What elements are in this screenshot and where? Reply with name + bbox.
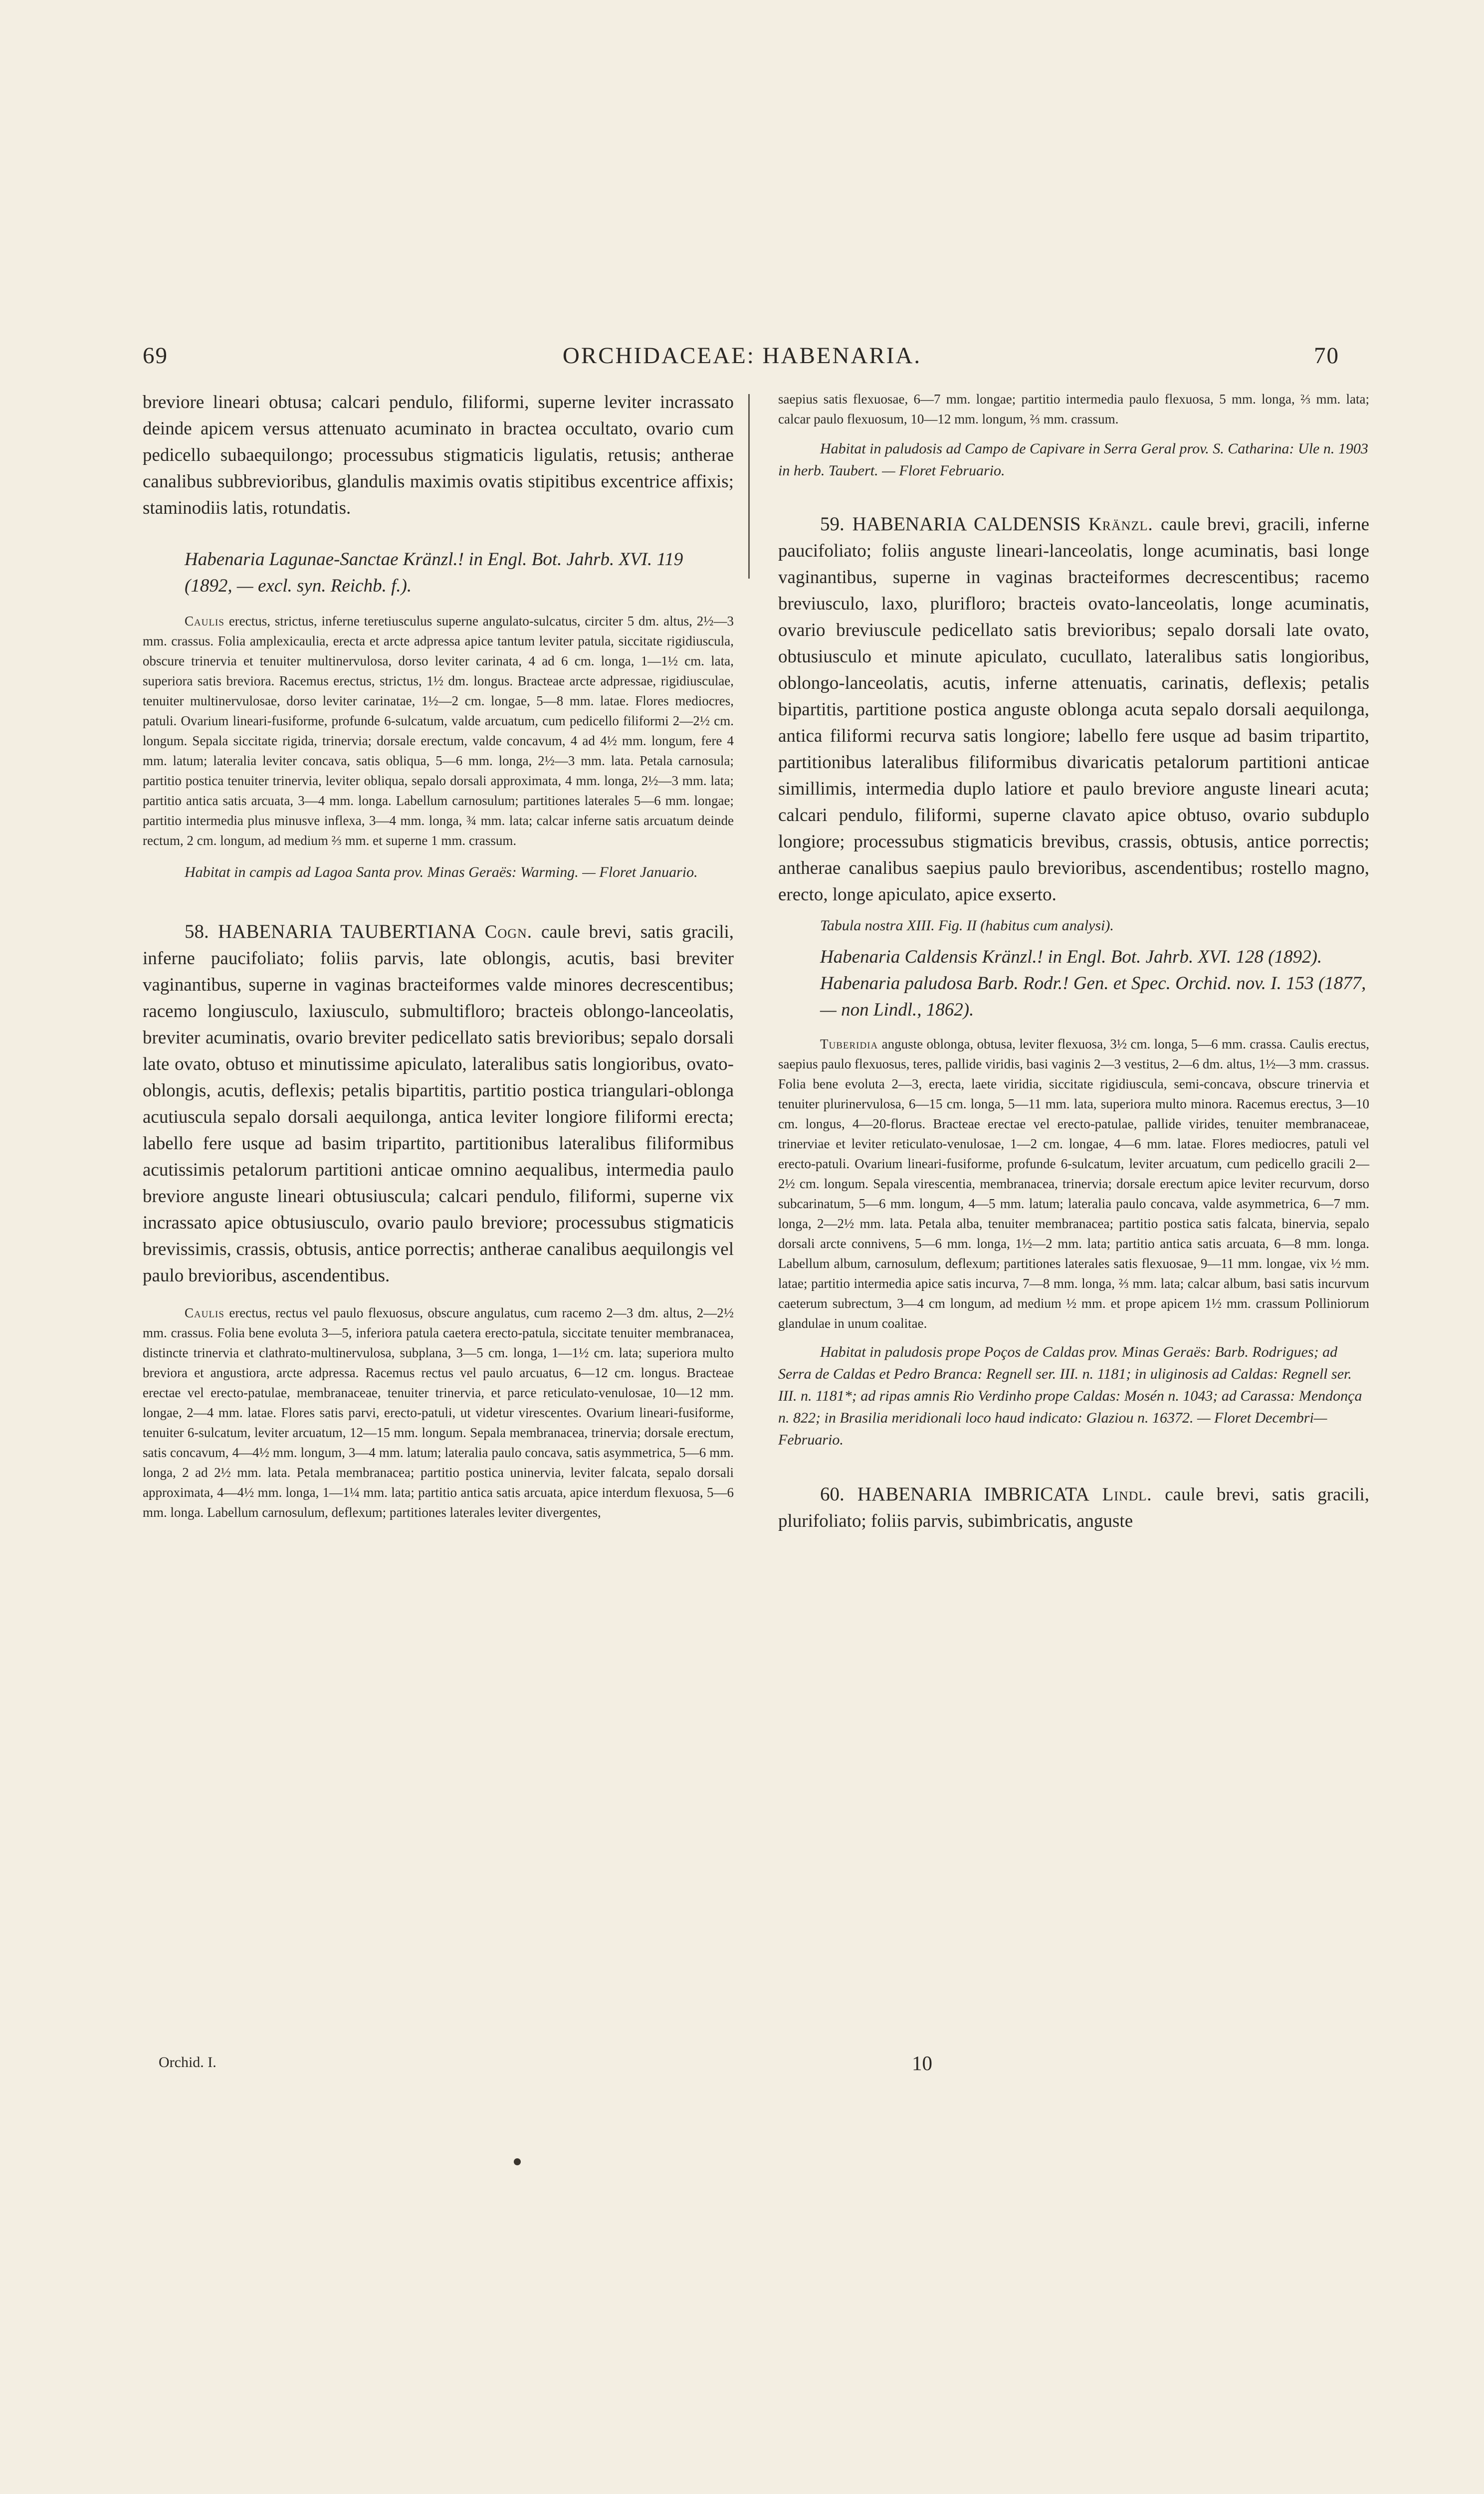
species-59-heading: 59. HABENARIA CALDENSIS bbox=[820, 513, 1081, 535]
species-58-description-body: erectus, rectus vel paulo flexuosus, obscure angulatus, cum racemo 2—3 dm. altus, 2—2½ mm. crassus. Folia bene evoluta 3—5, inferiora patula caetera erecto-patula, siccitate tenuiter membranacea, distincte trinervia et clathrato-multinervulosa, subplana, 3—5 cm. longa, 1—1½ cm. lata; superiora multo breviora et angustiora, arcte adpressa. Racemus rectus vel paulo arcuatus, 6—12 cm. longus. Bracteae erectae vel erecto-patulae, membranaceae, tenuiter trinervia, et parce reticulato-venulosae, 10—12 mm. longae, 2—4 mm. latae. Flores satis parvi, erecto-patuli, ut videtur virescentes. Ovarium lineari-fusiforme, tenuiter 6-sulcatum, leviter arcuatum, 12—15 mm. longum. Sepala membranacea, trinervia; dorsale erectum, satis concavum, 4—4½ mm. longum, 3—4 mm. latum; lateralia paulo concava, satis asymmetrica, 5—6 mm. longa, 2 ad 2½ mm. lata. Petala membranacea; partitio postica uninervia, leviter falcata, sepalo dorsali approximata, 4—4½ mm. longa, 1—1¼ mm. lata; partitio antica satis arcuata, apice interdum flexuosa, 5—6 mm. longa. Labellum carnosulum, deflexum; partitiones laterales leviter divergentes, bbox=[143, 1305, 734, 1520]
right-paragraph-1: saepius satis flexuosae, 6—7 mm. longae; partitio intermedia paulo flexuosa, 5 mm. longa, ⅔ mm. lata; calcar paulo flexuosum, 10—12 mm. longum, ⅔ mm. crassum. bbox=[778, 392, 1369, 426]
left-description bbox=[143, 611, 734, 850]
species-60 bbox=[778, 1481, 1369, 1534]
species-58-heading: 58. HABENARIA TAUBERTIANA bbox=[185, 921, 476, 942]
species-60-heading: 60. HABENARIA IMBRICATA bbox=[820, 1483, 1089, 1505]
left-footer: Orchid. I. bbox=[159, 2054, 216, 2071]
right-citation-1: Habenaria Caldensis Kränzl.! in Engl. Bot. Jahrb. XVI. 128 (1892). bbox=[820, 947, 1322, 967]
species-60-author: Lindl. bbox=[1102, 1484, 1152, 1505]
right-citation-2: Habenaria paludosa Barb. Rodr.! Gen. et Spec. Orchid. nov. I. 153 (1877, — non Lindl., 1862). bbox=[820, 973, 1366, 1020]
species-59-description bbox=[778, 1034, 1369, 1333]
left-column bbox=[143, 389, 734, 1522]
right-habitat-1: Habitat in paludosis ad Campo de Capivare in Serra Geral prov. S. Catharina: Ule n. 1903 in herb. Taubert. — Floret Februario. bbox=[778, 440, 1368, 479]
header-title: ORCHIDACEAE: HABENARIA. bbox=[562, 343, 922, 369]
left-citation: Habenaria Lagunae-Sanctae Kränzl.! in Engl. Bot. Jahrb. XVI. 119 (1892, — excl. syn. Reichb. f.). bbox=[185, 549, 683, 596]
species-59-description-body: anguste oblonga, obtusa, leviter flexuosa, 3½ cm. longa, 5—6 mm. crassa. Caulis erectus, saepius paulo flexuosus, teres, pallide viridis, basi vaginis 2—3 vestitus, 2—6 dm. altus, 1½—3 mm. crassus. Folia bene evoluta 2—3, erecta, laete viridia, siccitate rigidiuscula, semi-concava, obscure trinervia et tenuiter plurinervulosa, 6—15 cm. longa, 5—11 mm. lata, superiora multo minora. Racemus erectus, 3—10 cm. longus, 4—20-florus. Bracteae erectae vel erecto-patulae, pallide virides, tenuiter membranaceae, trinerviae et leviter reticulato-venulosae, 1—2 cm. longae, 4—6 mm. latae. Flores mediocres, patuli vel erecto-patuli. Ovarium lineari-fusiforme, profunde 6-sulcatum, leviter arcuatum, cum pedicello gracili 2—2½ cm. longum. Sepala virescentia, membranacea, trinervia; dorsale erectum apice leviter recurvum, dorso subcarinatum, 5—6 mm. longum, 4—5 mm. latum; lateralia paulo concava, valde asymmetrica, 6—7 mm. longa, 2—2½ mm. lata. Petala alba, tenuiter membranacea; partitio postica satis falcata, binervia, sepalo dorsali arcte connivens, 5—6 mm. longa, 1½—2 mm. lata; partitio antica satis arcuata, 6—8 mm. longa. Labellum album, carnosulum, deflexum; partitiones laterales satis flexuosae, 9—11 mm. longae, vix ½ mm. latae; partitio intermedia apice satis incurva, 7—8 mm. longa, ⅔ mm. lata; calcar album, basi satis incurvum caeterum subrectum, 3—4 cm longum, ad medium ½ mm. et prope apicem 1½ mm. crassum Polliniorum glandulae in unum coalitae. bbox=[778, 1037, 1369, 1331]
species-59-description-lead: Tuberidia bbox=[820, 1037, 878, 1051]
column-rule bbox=[748, 394, 750, 579]
right-habitat-2: Habitat in paludosis prope Poços de Caldas prov. Minas Geraës: Barb. Rodrigues; ad Serra de Caldas et Pedro Branca: Regnell ser. III. n. 1181; in uliginosis ad Caldas: Regnell ser. III. n. 1181*; ad ripas amnis Rio Verdinho prope Caldas: Mosén n. 1043; ad Carassa: Mendonça n. 822; in Brasilia meridionali loco haud indicato: Glaziou n. 16372. — Floret Decembri—Februario. bbox=[778, 1344, 1362, 1448]
ink-dot bbox=[514, 2158, 521, 2165]
header-page-left: 69 bbox=[143, 343, 168, 369]
species-59 bbox=[778, 511, 1369, 908]
species-58-author: Cogn. bbox=[484, 922, 533, 942]
species-58-description-lead: Caulis bbox=[185, 1305, 224, 1320]
right-footer: 10 bbox=[912, 2052, 932, 2075]
header-page-right: 70 bbox=[1314, 343, 1339, 369]
right-column bbox=[778, 389, 1369, 1534]
species-58-description bbox=[143, 1303, 734, 1522]
species-59-diagnosis: caule brevi, gracili, inferne paucifoliato; foliis anguste lineari-lanceolatis, longe acuminatis, basi longe vaginantibus, superne in vaginas bracteiformes decrescentibus; racemo breviusculo, laxo, plurifloro; bracteis ovato-lanceolatis, longe acuminatis, ovario breviuscule pedicellato satis brevioribus; sepalo dorsali late ovato, obtusiusculo et minute apiculato, cucullato, lateralibus satis longioribus, oblongo-lanceolatis, acutis, inferne attenuatis, carinatis, deflexis; petalis bipartitis, partitione postica anguste oblonga acuta sepalo dorsali aequilonga, antica filiformi recurva satis longiore; labello fere usque ad basim tripartito, partitionibus lateralibus filiformibus divaricatis petalorum partitioni anticae simillimis, intermedia duplo latiore et paulo breviore anguste lineari acuta; calcari pendulo, filiformi, superne clavato apice obtuso, ovario subduplo longiore; processubus stigmaticis brevibus, crassis, obtusis, antice porrectis; antherae canalibus saepius paulo brevioribus, ascendentibus; rostello magno, erecto, longe apiculato, apice exserto. bbox=[778, 514, 1369, 905]
left-description-body: erectus, strictus, inferne teretiusculus superne angulato-sulcatus, circiter 5 dm. altus, 2½—3 mm. crassus. Folia amplexicaulia, erecta et arcte adpressa apice tantum leviter patula, siccitate rigidiuscula, obscure trinervia et tenuiter multinervulosa, dorso leviter carinata, 4 ad 6 cm. longa, 1—1½ cm. lata, superiora satis breviora. Racemus erectus, strictus, 1½ dm. longus. Bracteae arcte adpressae, rigidiusculae, tenuiter multinervulosae, dorso leviter carinatae, 1½—2 cm. longae, 5—8 mm. latae. Flores mediocres, patuli. Ovarium lineari-fusiforme, profunde 6-sulcatum, valde arcuatum, cum pedicello filiformi 2—2½ cm. longum. Sepala siccitate rigida, trinervia; dorsale erectum, valde concavum, 4 ad 4½ mm. longum, fere 4 mm. latum; lateralia leviter concava, satis obliqua, 5—6 mm. longa, 2½—3 mm. lata. Petala carnosula; partitio postica tenuiter trinervia, leviter obliqua, sepalo dorsali approximata, 4 mm. longa, 2½—3 mm. lata; partitio antica satis arcuata, 3—4 mm. longa. Labellum carnosulum; partitiones laterales 5—6 mm. longae; partitio intermedia plus minusve inflexa, 3—4 mm. longa, ¾ mm. lata; calcar inferne satis arcuatum deinde rectum, 2 cm. longum, ad medium ⅔ mm. et superne 1 mm. crassum. bbox=[143, 614, 734, 848]
left-description-lead: Caulis bbox=[185, 614, 224, 628]
species-58-diagnosis: caule brevi, satis gracili, inferne paucifoliato; foliis parvis, late oblongis, acutis, basi breviter vaginantibus, superne in vaginas bracteiformes valde minores decrescentibus; racemo longiusculo, laxiusculo, submultifloro; bracteis oblongo-lanceolatis, breviter acuminatis, ovario breviter pedicellato satis brevioribus; sepalo dorsali late ovato, obtuso et minutissime apiculato, lateralibus satis longioribus, ovato-oblongis, acutis, deflexis; petalis bipartitis, partitio postica triangulari-oblonga acutiuscula sepalo dorsali aequilonga, antica leviter longiore filiformi erecta; labello fere usque ad basim tripartito, partitionibus lateralibus filiformibus acutissimis petalorum partitioni anticae omnino aequalibus, intermedia paulo breviore anguste lineari obtusiuscula; calcari pendulo, filiformi, superne vix incrassato apice obtusiusculo, ovario paulo breviore; processubus stigmaticis brevissimis, crassis, obtusis, antice porrectis; antherae canalibus aequilongis vel paulo brevioribus, ascendentibus. bbox=[143, 922, 734, 1286]
left-paragraph-1: breviore lineari obtusa; calcari pendulo, filiformi, superne leviter incrassato deinde apicem versus attenuato acuminato in bractea occultato, ovario cum pedicello subaequilongo; processubus stigmaticis ligulatis, retusis; antherae canalibus subbrevioribus, glandulis maximis ovatis stipitibus excentrice affixis; staminodiis latis, rotundatis. bbox=[143, 392, 734, 518]
species-60-diagnosis: caule brevi, satis gracili, plurifoliato; foliis parvis, subimbricatis, anguste bbox=[778, 1484, 1370, 1531]
species-58 bbox=[143, 918, 734, 1289]
tabula-reference: Tabula nostra XIII. Fig. II (habitus cum analysi). bbox=[820, 917, 1114, 934]
species-59-author: Kränzl. bbox=[1088, 514, 1153, 535]
left-habitat: Habitat in campis ad Lagoa Santa prov. Minas Geraës: Warming. — Floret Januario. bbox=[185, 864, 698, 880]
